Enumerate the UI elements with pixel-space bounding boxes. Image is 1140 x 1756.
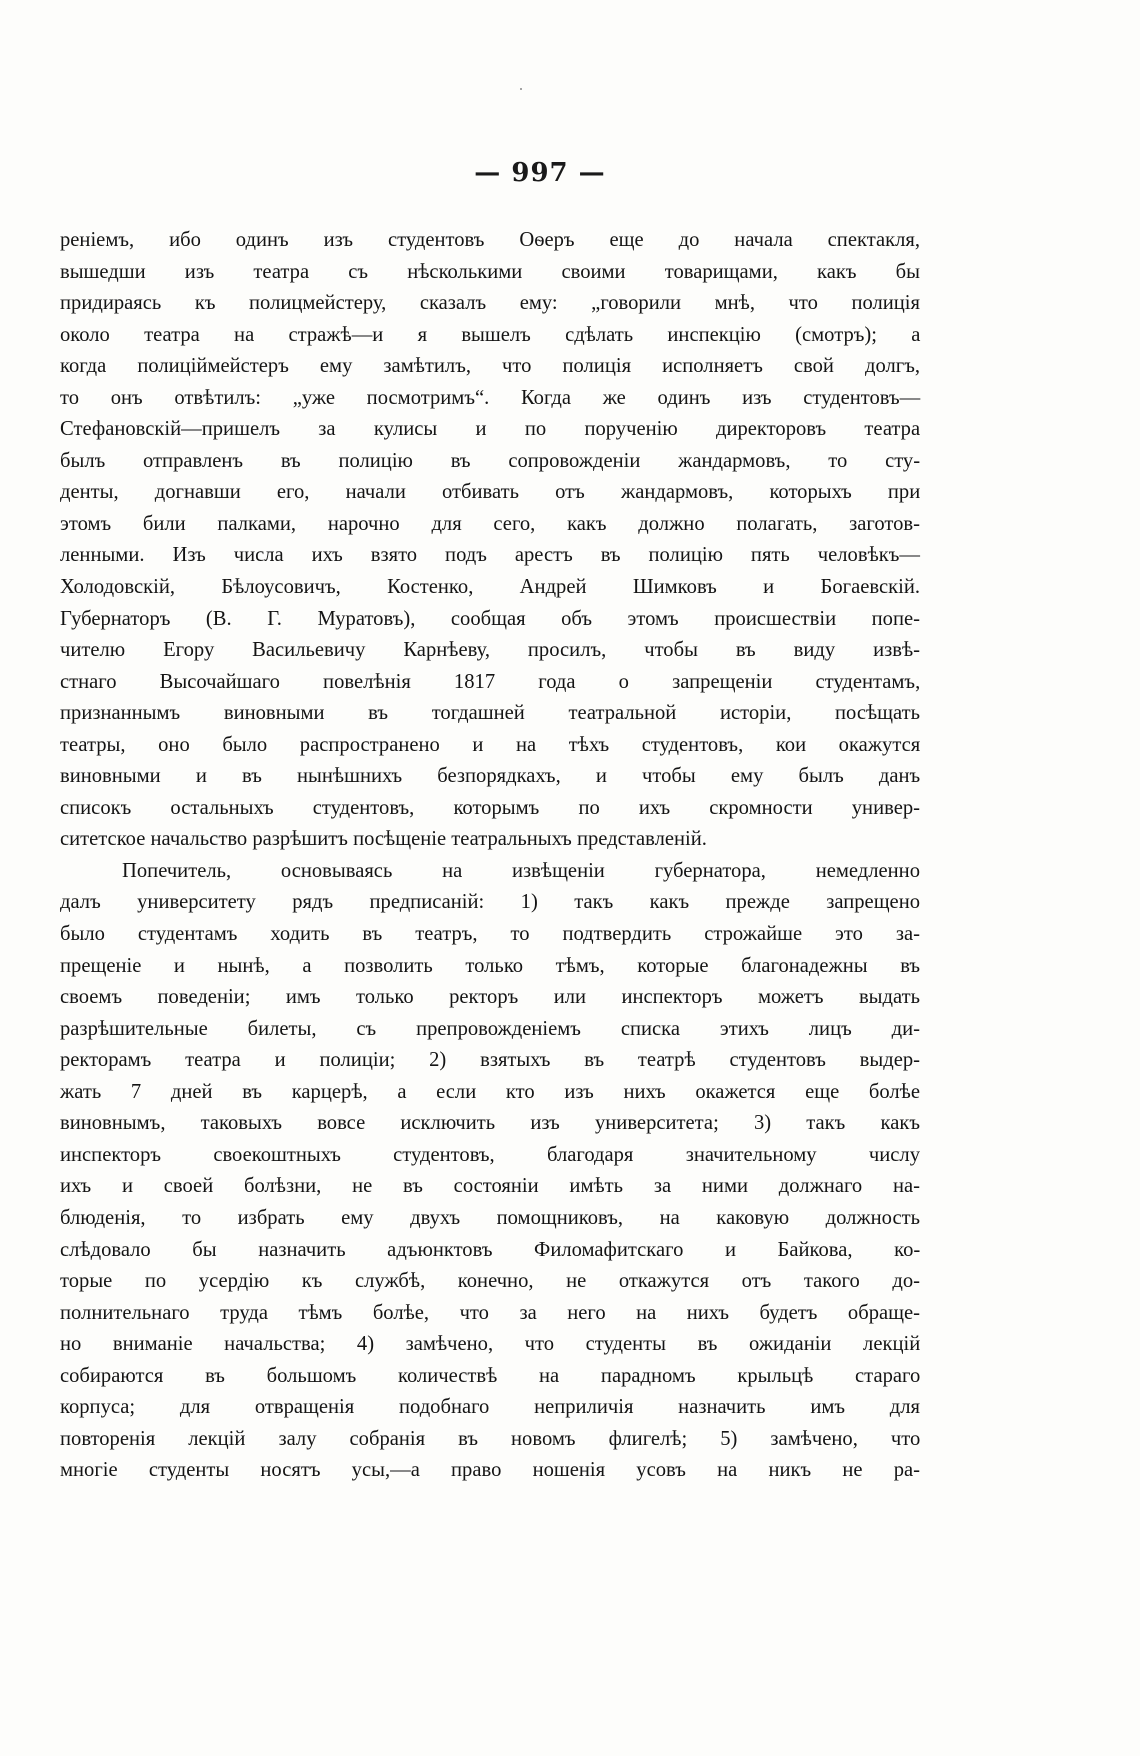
text-line: денты, догнавши его, начали отбивать отъ жандармовъ, которыхъ при [60,481,921,504]
text-line: ректорамъ театра и полиціи; 2) взятыхъ въ театрѣ студентовъ выдер- [60,1049,921,1072]
text-line: повторенія лекцій залу собранія въ новомъ флигелѣ; 5) замѣчено, что [60,1427,921,1450]
text-line: жать 7 дней въ карцерѣ, а если кто изъ нихъ окажется еще болѣе [60,1080,920,1103]
text-line: ленными. Изъ числа ихъ взято подъ арестъ въ полицію пять человѣкъ— [60,544,920,567]
text-line: ренiемъ, ибо одинъ изъ студентовъ Оѳеръ еще до начала спектакля, [60,229,920,251]
text-line: Попечитель, основываясь на извѣщеніи губернатора, немедленно [122,859,920,882]
text-line: многіе студенты носятъ усы,—а право ношенія усовъ на никъ не ра- [60,1459,920,1482]
body-text [60,225,920,1487]
text-line: вышедши изъ театра съ нѣсколькими своими товарищами, какъ бы [60,260,920,283]
text-line: стнаго Высочайшаго повелѣнія 1817 года о запрещеніи студентамъ, [60,670,921,693]
text-line: когда полицiймейстеръ ему замѣтилъ, что полиція исполняетъ свой долгъ, [60,355,920,378]
text-line: корпуса; для отвращенія подобнаго неприличія назначить имъ для [60,1396,920,1419]
text-line: было студентамъ ходить въ театръ, то подтвердить строжайше это за- [60,923,920,946]
text-line: придираясь къ полицмейстеру, сказалъ ему: „говорили мнѣ, что полиція [60,292,920,315]
text-line: виновнымъ, таковыхъ вовсе исключить изъ университета; 3) такъ какъ [60,1112,920,1135]
text-line: далъ университету рядъ предписаній: 1) такъ какъ прежде запрещено [60,891,921,914]
text-line: слѣдовало бы назначить адъюнктовъ Филомафитскаго и Байкова, ко- [60,1238,921,1261]
text-line: Стефановскій—пришелъ за кулисы и по порученію директоровъ театра [60,418,921,441]
text-line: чителю Егору Васильевичу Карнѣеву, просилъ, чтобы въ виду извѣ- [60,639,920,662]
text-line: разрѣшительные билеты, съ препровожденіемъ списка этихъ лицъ ди- [60,1017,920,1040]
text-line: то онъ отвѣтилъ: „уже посмотримъ“. Когда же одинъ изъ студентовъ— [60,386,921,409]
text-line: полнительнаго труда тѣмъ болѣе, что за него на нихъ будетъ обраще- [60,1301,920,1324]
scan-speck [520,88,522,90]
text-line: Холодовскій, Бѣлоусовичъ, Костенко, Андрей Шимковъ и Богаевскій. [60,576,920,599]
text-line: списокъ остальныхъ студентовъ, которымъ по ихъ скромности универ- [60,796,920,819]
text-line: собираются въ большомъ количествѣ на парадномъ крыльцѣ стараго [60,1364,921,1387]
text-line: но вниманіе начальства; 4) замѣчено, что студенты въ ожиданіи лекцій [60,1333,921,1356]
page-number: — 997 — [474,158,606,188]
text-line: былъ отправленъ въ полицію въ сопровожденіи жандармовъ, то сту- [60,449,921,472]
text-line: своемъ поведеніи; имъ только ректоръ или инспекторъ можетъ выдать [60,986,920,1009]
text-line: театры, оно было распространено и на тѣхъ студентовъ, кои окажутся [60,733,921,756]
text-line: Губернаторъ (В. Г. Муратовъ), сообщая объ этомъ происшествіи попе- [60,607,920,630]
text-line: ситетское начальство разрѣшитъ посѣщеніе театральныхъ представленій. [60,828,707,851]
text-line: блюденія, то избрать ему двухъ помощниковъ, на каковую должность [60,1206,920,1229]
text-line: торые по усердію къ службѣ, конечно, не откажутся отъ такого до- [60,1270,920,1293]
text-line: признаннымъ виновными въ тогдашней театральной исторіи, посѣщать [60,702,921,725]
text-line: этомъ били палками, нарочно для сего, какъ должно полагать, заготов- [60,512,920,535]
text-line: около театра на стражѣ—и я вышелъ сдѣлать инспекцію (смотръ); а [60,323,921,346]
text-line: ихъ и своей болѣзни, не въ состояніи имѣть за ними должнаго на- [60,1175,920,1198]
text-line: инспекторъ своекоштныхъ студентовъ, благодаря значительному числу [60,1143,920,1166]
text-line: прещеніе и нынѣ, а позволить только тѣмъ, которые благонадежны въ [60,954,921,977]
text-line: виновными и въ нынѣшнихъ безпорядкахъ, и чтобы ему былъ данъ [60,765,921,788]
